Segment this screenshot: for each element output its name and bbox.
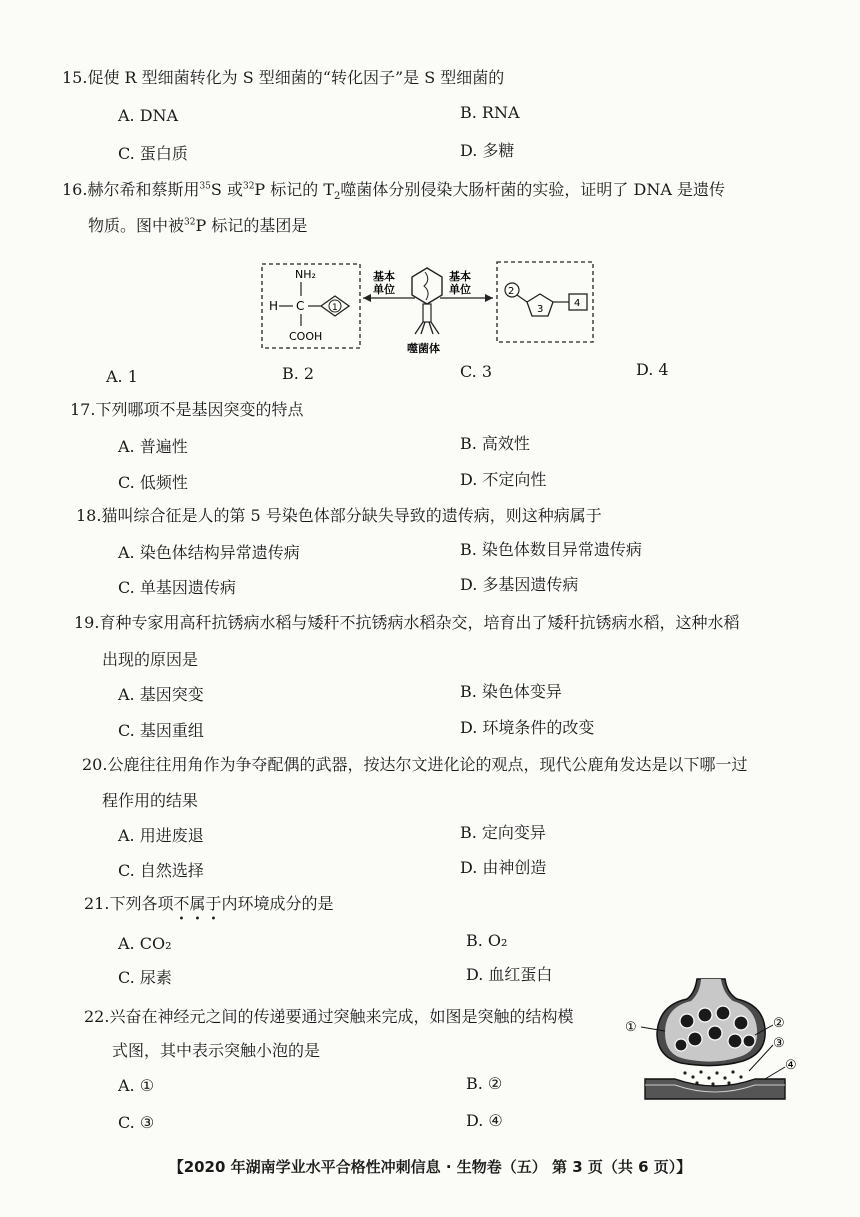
nh2-label: NH₂ — [295, 268, 316, 281]
label-1: ① — [625, 1020, 637, 1035]
q17-option-d: D. 不定向性 — [460, 470, 547, 489]
right-basic-unit-label-2: 单位 — [449, 283, 471, 296]
label-3: ③ — [773, 1036, 785, 1051]
right-basic-unit-label-1: 基本 — [449, 270, 471, 283]
question-22-stem-line2: 式图，其中表示突触小泡的是 — [112, 1041, 321, 1060]
q17-option-c: C. 低频性 — [118, 473, 188, 492]
q17-option-b: B. 高效性 — [460, 434, 530, 453]
q22-option-a: A. ① — [118, 1076, 155, 1095]
c-label: C — [296, 299, 305, 313]
q15-option-c: C. 蛋白质 — [118, 144, 188, 163]
q19-option-b: B. 染色体变异 — [460, 682, 562, 701]
q16-stem-part: S 或 — [210, 180, 243, 199]
q16-stem-part: P 标记的 T — [254, 180, 335, 199]
question-19-stem-line1: 19.育种专家用高秆抗锈病水稻与矮秆不抗锈病水稻杂交，培育出了矮秆抗锈病水稻，这种水稻 — [74, 613, 740, 632]
phage-label: 噬菌体 — [407, 342, 440, 355]
q20-option-a: A. 用进废退 — [118, 826, 204, 845]
q22-option-c: C. ③ — [118, 1113, 155, 1132]
q16-sub2: 2 — [334, 191, 341, 203]
cooh-label: COOH — [289, 330, 323, 343]
question-18-stem: 18.猫叫综合征是人的第 5 号染色体部分缺失导致的遗传病，则这种病属于 — [76, 506, 602, 525]
q20-option-c: C. 自然选择 — [118, 861, 204, 880]
question-21-stem — [84, 894, 334, 914]
q19-option-c: C. 基因重组 — [118, 721, 204, 740]
q21-stem-post: 内环境成分的是 — [221, 894, 334, 913]
nucleotide-amino-acid-diagram — [255, 258, 600, 358]
q15-option-b: B. RNA — [460, 103, 520, 122]
q16-stem-part: 物质。图中被 — [88, 216, 185, 235]
left-basic-unit-label-2: 单位 — [373, 283, 395, 296]
q16-option-a: A. 1 — [106, 367, 138, 386]
q16-sup32b: 32 — [184, 217, 196, 228]
q18-option-d: D. 多基因遗传病 — [460, 575, 579, 594]
page-footer: 【2020 年湖南学业水平合格性冲刺信息 · 生物卷（五） 第 3 页（共 6 页）】 — [168, 1158, 692, 1176]
q19-option-d: D. 环境条件的改变 — [460, 718, 595, 737]
q20-option-d: D. 由神创造 — [460, 858, 547, 877]
question-19-stem-line2: 出现的原因是 — [102, 650, 199, 669]
q21-emphasis-char: 不 — [173, 894, 190, 913]
synapse-diagram — [625, 975, 805, 1105]
question-16-stem-line2 — [88, 216, 307, 236]
q16-sup35: 35 — [199, 181, 211, 192]
q18-option-b: B. 染色体数目异常遗传病 — [460, 540, 642, 559]
question-16-stem-line1 — [62, 180, 725, 203]
circle-2-label: 2 — [508, 286, 515, 297]
q18-option-c: C. 单基因遗传病 — [118, 578, 236, 597]
q16-option-b: B. 2 — [282, 364, 315, 383]
q15-option-d: D. 多糖 — [460, 141, 515, 160]
q21-stem-pre: 21.下列各项 — [84, 894, 174, 913]
box-4-label: 4 — [574, 298, 581, 309]
q15-option-a: A. DNA — [118, 106, 179, 125]
left-basic-unit-label-1: 基本 — [373, 270, 395, 283]
q20-option-b: B. 定向变异 — [460, 823, 546, 842]
question-17-stem: 17.下列哪项不是基因突变的特点 — [70, 400, 304, 419]
q16-stem-part: 16.赫尔希和蔡斯用 — [62, 180, 200, 199]
q21-option-d: D. 血红蛋白 — [466, 965, 553, 984]
question-15-stem: 15.促使 R 型细菌转化为 S 型细菌的“转化因子”是 S 型细菌的 — [62, 68, 505, 87]
q16-option-d: D. 4 — [636, 360, 669, 379]
q16-stem-part: P 标记的基团是 — [195, 216, 308, 235]
q19-option-a: A. 基因突变 — [118, 685, 204, 704]
q16-option-c: C. 3 — [460, 362, 493, 381]
q22-option-b: B. ② — [466, 1074, 503, 1093]
q16-sup32: 32 — [242, 181, 255, 192]
q22-option-d: D. ④ — [466, 1111, 503, 1130]
q17-option-a: A. 普遍性 — [118, 437, 188, 456]
circle-1-label: 1 — [332, 303, 338, 313]
q21-emphasis-char: 属 — [189, 894, 206, 913]
q21-option-a: A. CO₂ — [118, 934, 172, 953]
h-label: H — [269, 299, 279, 313]
q18-option-a: A. 染色体结构异常遗传病 — [118, 543, 300, 562]
pentagon-3-label: 3 — [537, 304, 544, 315]
q16-stem-part: 噬菌体分别侵染大肠杆菌的实验，证明了 DNA 是遗传 — [340, 180, 725, 199]
label-2: ② — [773, 1016, 785, 1031]
question-22-stem-line1: 22.兴奋在神经元之间的传递要通过突触来完成，如图是突触的结构模 — [84, 1007, 574, 1026]
q21-option-c: C. 尿素 — [118, 968, 172, 987]
question-20-stem-line1: 20.公鹿往往用角作为争夺配偶的武器，按达尔文进化论的观点，现代公鹿角发达是以下哪一过 — [82, 755, 748, 774]
postsynaptic-membrane — [645, 1079, 785, 1099]
q21-option-b: B. O₂ — [466, 931, 508, 950]
phage-tail — [423, 304, 431, 322]
q21-emphasis-char: 于 — [205, 894, 222, 913]
label-4: ④ — [785, 1058, 797, 1073]
question-20-stem-line2: 程作用的结果 — [102, 791, 199, 810]
